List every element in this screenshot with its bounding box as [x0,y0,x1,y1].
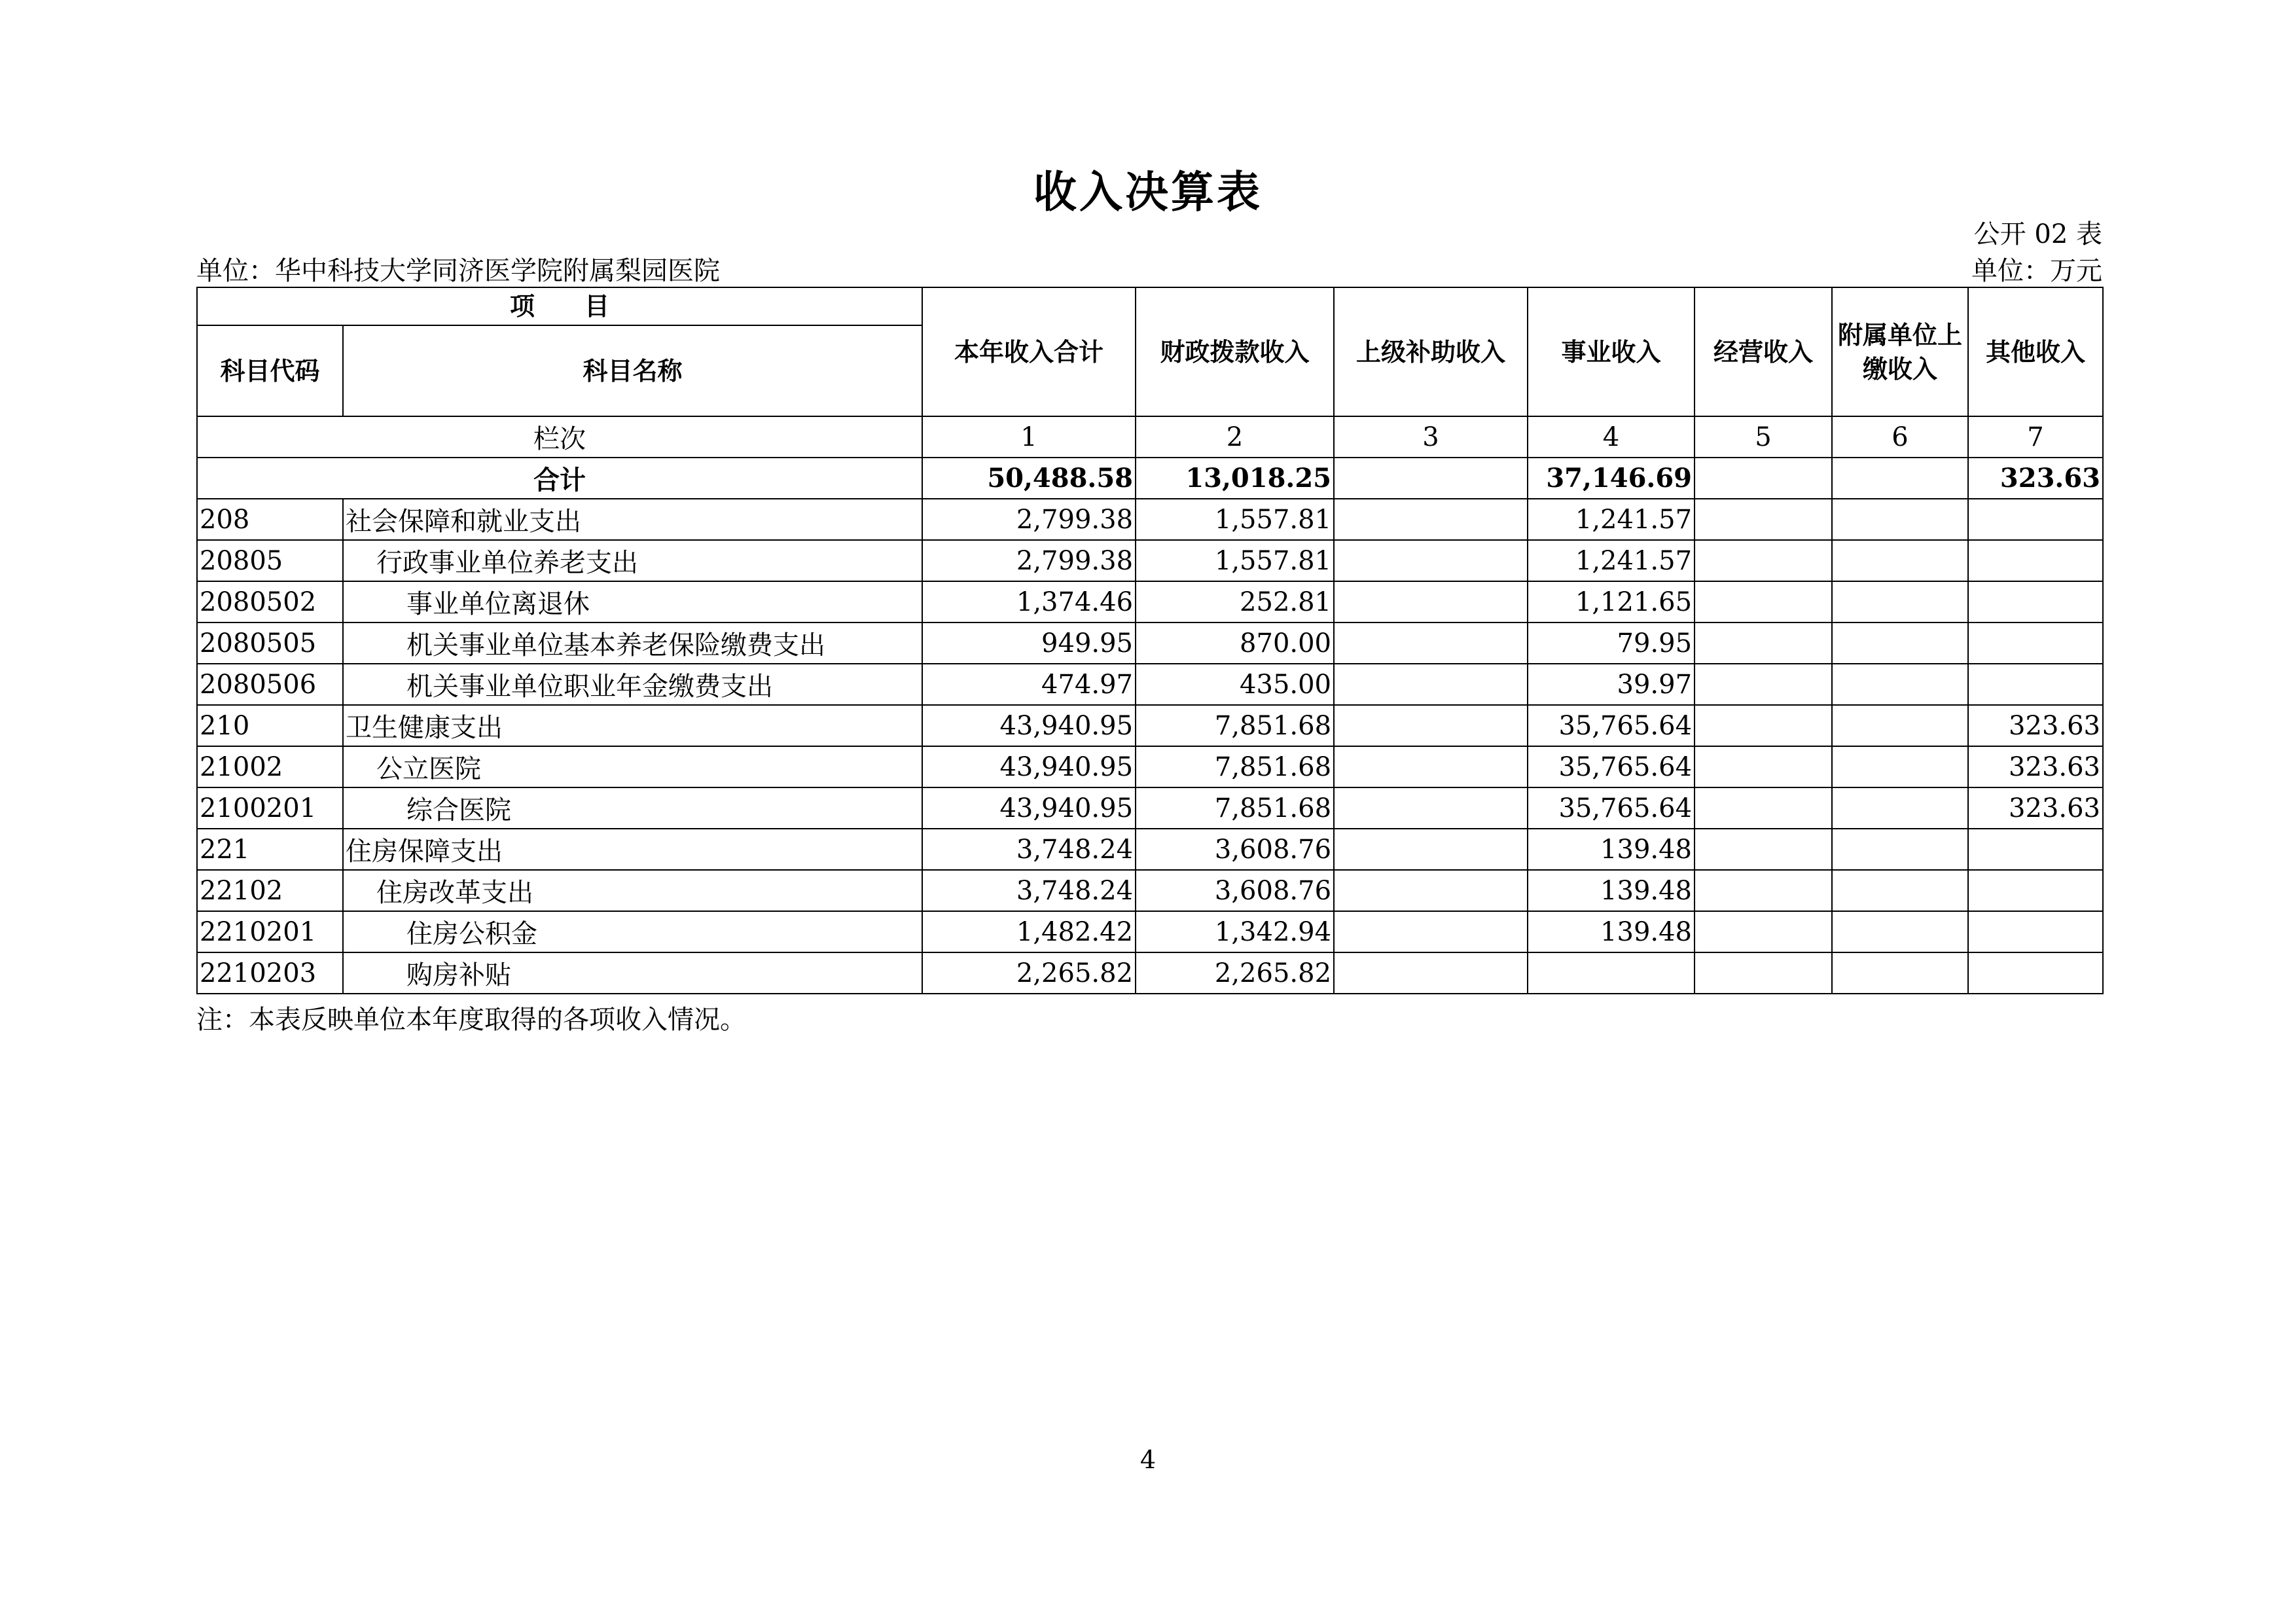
header-col-fiscal: 财政拨款收入 [1136,287,1334,416]
table-row [197,746,2103,787]
row-value-cell: 3,608.76 [1136,829,1334,870]
row-value-cell: 1,241.57 [1528,499,1695,540]
row-value-cell [1832,705,1968,746]
row-value-cell: 43,940.95 [922,787,1136,829]
row-value-cell [1832,664,1968,705]
row-name: 事业单位离退休 [343,581,922,623]
row-name: 行政事业单位养老支出 [343,540,922,581]
row-value-cell: 323.63 [1968,746,2103,787]
header-col-operating: 经营收入 [1695,287,1832,416]
header-col-total: 本年收入合计 [922,287,1136,416]
table-row [197,499,2103,540]
row-value-cell: 7,851.68 [1136,746,1334,787]
row-value-cell [1832,952,1968,994]
row-value-cell [1968,499,2103,540]
total-cell: 13,018.25 [1136,458,1334,499]
row-value-cell [1695,746,1832,787]
row-value-cell: 870.00 [1136,623,1334,664]
row-value-cell: 139.48 [1528,829,1695,870]
row-value-cell: 79.95 [1528,623,1695,664]
unit-currency: 单位：万元 [1971,256,2102,286]
row-value-cell [1334,664,1528,705]
row-name: 机关事业单位基本养老保险缴费支出 [343,623,922,664]
table-row [197,623,2103,664]
row-value-cell: 3,608.76 [1136,870,1334,911]
header-name: 科目名称 [343,325,922,416]
header-row-1 [197,287,2103,325]
colnum-cell: 2 [1136,416,1334,458]
row-value-cell [1695,540,1832,581]
page-title: 收入决算表 [1033,167,1263,217]
table-row [197,705,2103,746]
table-row [197,952,2103,994]
colnum-label: 栏次 [197,416,922,458]
row-value-cell: 1,374.46 [922,581,1136,623]
row-value-cell [1695,787,1832,829]
row-value-cell [1334,623,1528,664]
table-row [197,911,2103,952]
row-code: 20805 [197,540,343,581]
row-value-cell: 39.97 [1528,664,1695,705]
table-row [197,870,2103,911]
row-value-cell [1695,499,1832,540]
row-value-cell: 252.81 [1136,581,1334,623]
row-value-cell: 1,557.81 [1136,499,1334,540]
row-code: 2210203 [197,952,343,994]
colnum-cell: 5 [1695,416,1832,458]
row-value-cell: 35,765.64 [1528,787,1695,829]
row-code: 21002 [197,746,343,787]
row-value-cell [1832,829,1968,870]
row-value-cell [1334,705,1528,746]
row-value-cell: 323.63 [1968,705,2103,746]
unit-organization: 单位：华中科技大学同济医学院附属梨园医院 [196,256,720,286]
row-name: 购房补贴 [343,952,922,994]
table-note: 注：本表反映单位本年度取得的各项收入情况。 [196,1005,746,1035]
row-value-cell [1968,952,2103,994]
page-number: 4 [1139,1445,1157,1474]
colnum-cell: 3 [1334,416,1528,458]
row-value-cell [1832,499,1968,540]
row-value-cell: 949.95 [922,623,1136,664]
row-value-cell [1695,623,1832,664]
row-code: 2080506 [197,664,343,705]
form-number: 公开 02 表 [1973,219,2102,249]
total-cell [1695,458,1832,499]
row-code: 210 [197,705,343,746]
total-cell: 50,488.58 [922,458,1136,499]
row-code: 221 [197,829,343,870]
row-name: 卫生健康支出 [343,705,922,746]
table-row [197,540,2103,581]
row-value-cell: 43,940.95 [922,746,1136,787]
row-value-cell: 35,765.64 [1528,746,1695,787]
row-name: 公立医院 [343,746,922,787]
row-value-cell [1695,829,1832,870]
row-value-cell: 7,851.68 [1136,787,1334,829]
row-value-cell [1334,829,1528,870]
row-value-cell [1695,911,1832,952]
row-value-cell [1695,705,1832,746]
row-value-cell [1334,911,1528,952]
row-value-cell [1832,911,1968,952]
row-name: 住房公积金 [343,911,922,952]
row-value-cell [1334,746,1528,787]
row-value-cell [1334,870,1528,911]
header-col-other: 其他收入 [1968,287,2103,416]
header-col-business: 事业收入 [1528,287,1695,416]
row-value-cell [1334,581,1528,623]
row-value-cell: 474.97 [922,664,1136,705]
row-value-cell: 1,342.94 [1136,911,1334,952]
row-value-cell: 3,748.24 [922,829,1136,870]
row-value-cell [1832,540,1968,581]
total-cell [1334,458,1528,499]
row-value-cell [1968,664,2103,705]
row-value-cell [1832,581,1968,623]
row-value-cell [1695,664,1832,705]
row-value-cell: 1,557.81 [1136,540,1334,581]
row-value-cell: 2,265.82 [922,952,1136,994]
header-code: 科目代码 [197,325,343,416]
row-value-cell: 3,748.24 [922,870,1136,911]
table-row [197,829,2103,870]
row-name: 综合医院 [343,787,922,829]
row-value-cell [1334,540,1528,581]
row-value-cell: 35,765.64 [1528,705,1695,746]
row-value-cell: 2,265.82 [1136,952,1334,994]
colnum-cell: 1 [922,416,1136,458]
row-value-cell [1832,787,1968,829]
row-code: 2080502 [197,581,343,623]
row-code: 2100201 [197,787,343,829]
table-row [197,787,2103,829]
total-cell: 37,146.69 [1528,458,1695,499]
row-name: 机关事业单位职业年金缴费支出 [343,664,922,705]
header-col-superior: 上级补助收入 [1334,287,1528,416]
row-value-cell [1695,952,1832,994]
row-value-cell: 7,851.68 [1136,705,1334,746]
header-col-affiliated: 附属单位上缴收入 [1832,287,1968,416]
row-value-cell: 2,799.38 [922,499,1136,540]
row-name: 住房保障支出 [343,829,922,870]
row-value-cell [1968,623,2103,664]
colnum-cell: 7 [1968,416,2103,458]
row-value-cell [1334,499,1528,540]
row-value-cell [1968,540,2103,581]
row-value-cell: 2,799.38 [922,540,1136,581]
income-table [196,287,2104,994]
row-value-cell [1832,623,1968,664]
row-value-cell: 139.48 [1528,870,1695,911]
row-value-cell [1695,870,1832,911]
row-value-cell [1832,746,1968,787]
row-value-cell: 1,482.42 [922,911,1136,952]
row-value-cell [1334,787,1528,829]
row-value-cell: 1,241.57 [1528,540,1695,581]
table-row [197,664,2103,705]
colnum-cell: 6 [1832,416,1968,458]
row-value-cell [1832,870,1968,911]
total-cell: 323.63 [1968,458,2103,499]
row-value-cell: 1,121.65 [1528,581,1695,623]
header-item: 项 目 [197,287,922,325]
row-value-cell [1968,870,2103,911]
row-value-cell: 139.48 [1528,911,1695,952]
row-code: 2210201 [197,911,343,952]
row-value-cell: 323.63 [1968,787,2103,829]
row-value-cell [1334,952,1528,994]
total-cell [1832,458,1968,499]
colnum-cell: 4 [1528,416,1695,458]
row-name: 住房改革支出 [343,870,922,911]
row-value-cell: 43,940.95 [922,705,1136,746]
colnum-row [197,416,2103,458]
row-name: 社会保障和就业支出 [343,499,922,540]
row-value-cell [1695,581,1832,623]
total-label: 合计 [197,458,922,499]
row-value-cell: 435.00 [1136,664,1334,705]
row-value-cell [1528,952,1695,994]
row-value-cell [1968,829,2103,870]
table-row [197,581,2103,623]
row-code: 2080505 [197,623,343,664]
row-code: 22102 [197,870,343,911]
row-value-cell [1968,581,2103,623]
total-row [197,458,2103,499]
row-code: 208 [197,499,343,540]
row-value-cell [1968,911,2103,952]
